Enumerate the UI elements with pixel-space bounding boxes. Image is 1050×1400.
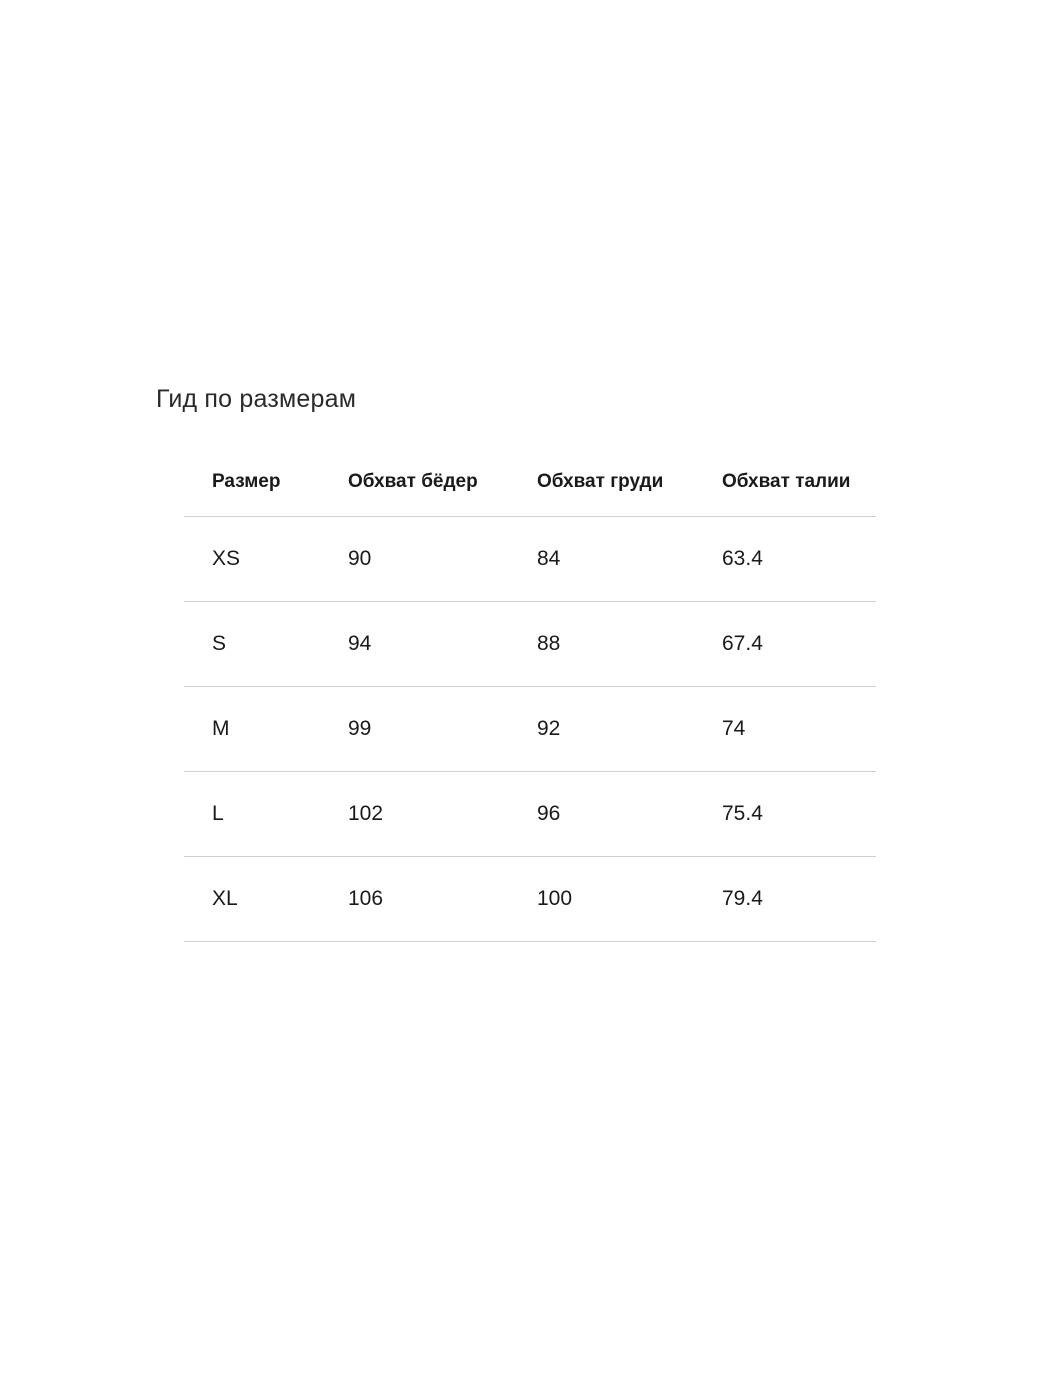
- cell-chest: 92: [509, 687, 694, 772]
- table-header-row: [184, 448, 876, 517]
- cell-chest: 96: [509, 772, 694, 857]
- cell-hips: 106: [320, 857, 509, 942]
- table-row: [184, 687, 876, 772]
- table-row: [184, 772, 876, 857]
- cell-size: XL: [184, 857, 320, 942]
- header-chest: Обхват груди: [509, 448, 694, 517]
- cell-size: L: [184, 772, 320, 857]
- cell-chest: 100: [509, 857, 694, 942]
- cell-waist: 67.4: [694, 602, 876, 687]
- cell-waist: 63.4: [694, 517, 876, 602]
- cell-waist: 75.4: [694, 772, 876, 857]
- page-title: Гид по размерам: [156, 385, 357, 413]
- cell-chest: 84: [509, 517, 694, 602]
- cell-hips: 102: [320, 772, 509, 857]
- cell-hips: 94: [320, 602, 509, 687]
- cell-size: XS: [184, 517, 320, 602]
- size-table: [184, 448, 876, 942]
- cell-size: S: [184, 602, 320, 687]
- header-hips: Обхват бёдер: [320, 448, 509, 517]
- header-waist: Обхват талии: [694, 448, 876, 517]
- cell-hips: 99: [320, 687, 509, 772]
- table-row: [184, 602, 876, 687]
- cell-waist: 74: [694, 687, 876, 772]
- cell-waist: 79.4: [694, 857, 876, 942]
- cell-size: M: [184, 687, 320, 772]
- cell-hips: 90: [320, 517, 509, 602]
- cell-chest: 88: [509, 602, 694, 687]
- table-row: [184, 857, 876, 942]
- table-row: [184, 517, 876, 602]
- header-size: Размер: [184, 448, 320, 517]
